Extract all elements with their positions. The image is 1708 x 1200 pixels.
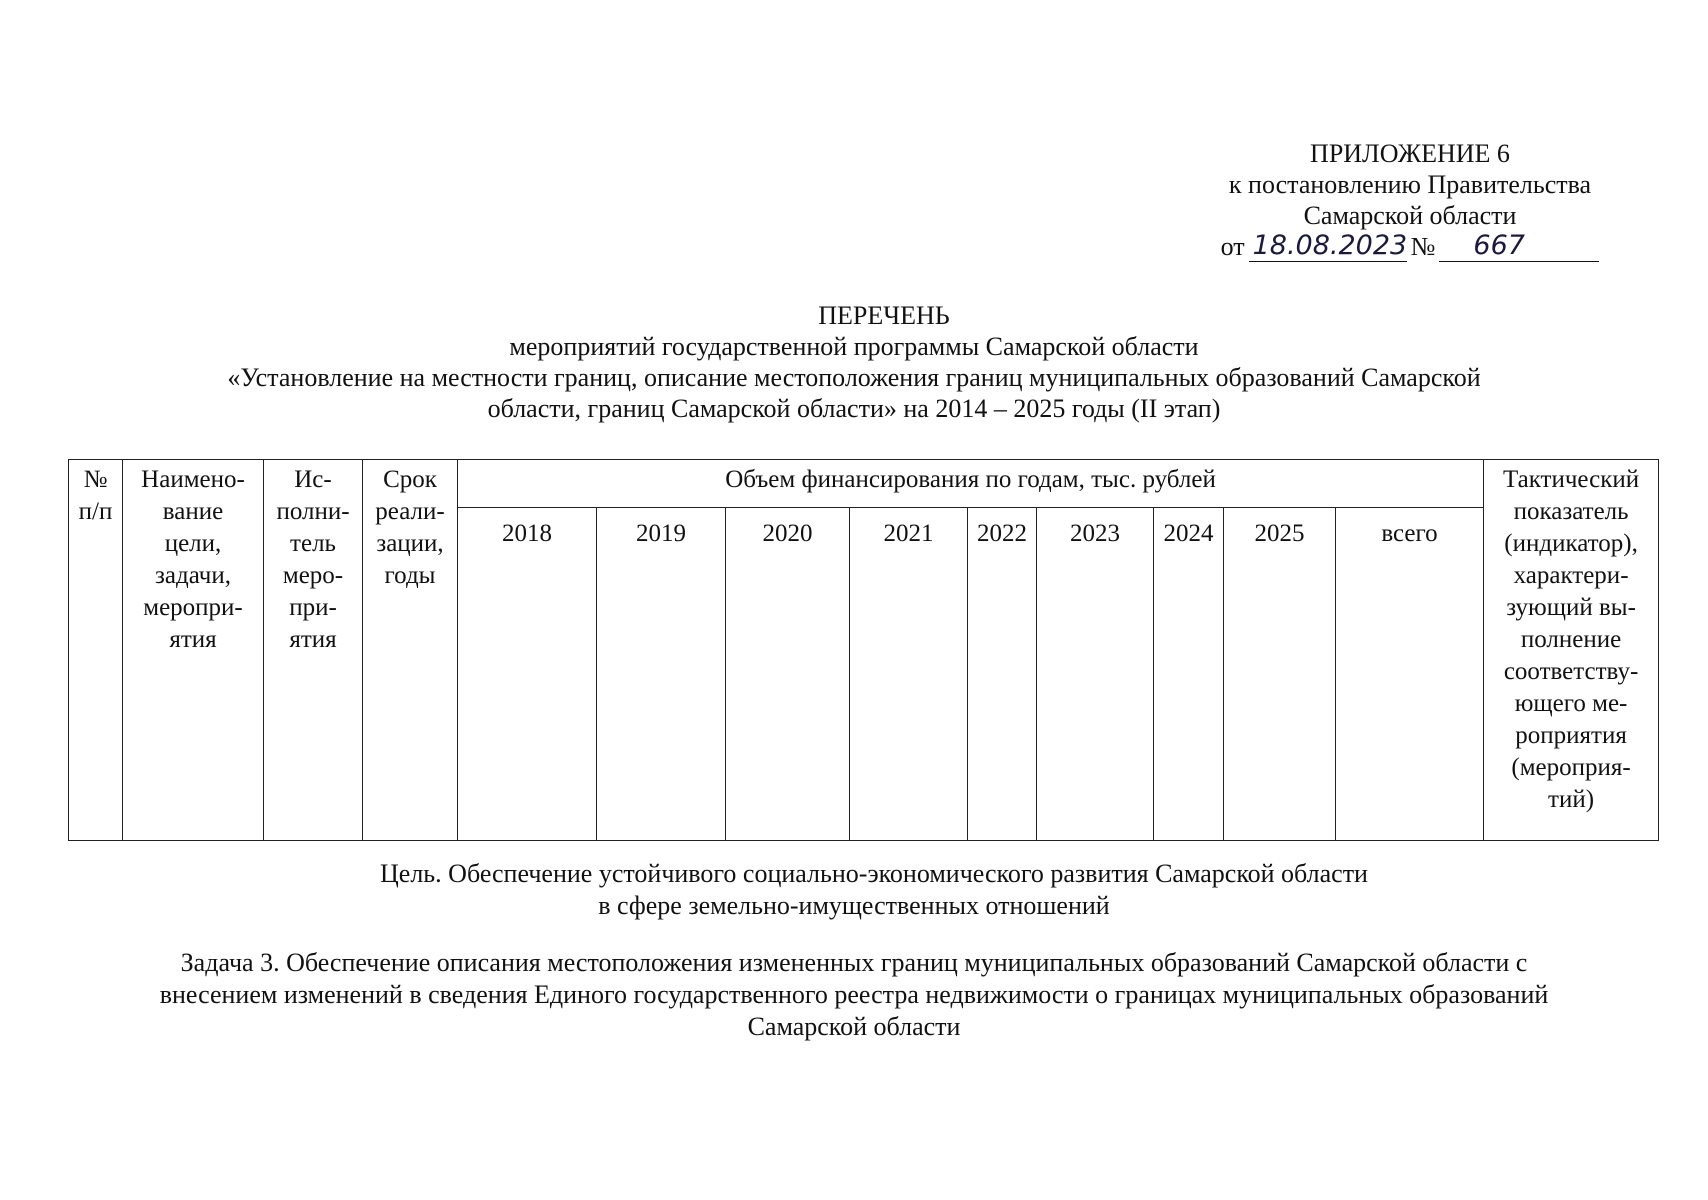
goal-section: [0, 858, 1708, 922]
measures-table: [68, 459, 1659, 841]
handwritten-date: 18.08.2023: [1249, 231, 1407, 262]
appendix-block: [1180, 138, 1640, 262]
header-indicator: Тактический показатель (индикатор), характери- зующий вы- полнение соответству- ющего ме- роприятия (мероприя- тий): [1484, 460, 1659, 841]
header-year-2024: 2024: [1154, 508, 1224, 841]
heading-line-2: «Установление на местности границ, описание местоположения границ муниципальных образований Самарской: [227, 363, 1481, 392]
appendix-date-line: [1221, 231, 1600, 262]
appendix-resolution-line: к постановлению Правительства: [1228, 170, 1592, 199]
handwritten-number: 667: [1439, 231, 1599, 262]
appendix-title: ПРИЛОЖЕНИЕ 6: [1310, 139, 1510, 168]
number-label: №: [1410, 232, 1436, 261]
header-executor: Ис- полни- тель меро- при- ятия: [264, 460, 363, 841]
heading-line-1: мероприятий государственной программы Самарской области: [509, 332, 1199, 361]
header-year-2019: 2019: [597, 508, 726, 841]
task-line-3: Самарской области: [747, 1012, 961, 1041]
header-total: всего: [1336, 508, 1484, 841]
task-line-2: внесением изменений в сведения Единого государственного реестра недвижимости о границах муниципальных образований: [159, 980, 1549, 1009]
task-line-1: Задача 3. Обеспечение описания местоположения измененных границ муниципальных образований Самарской области с: [180, 948, 1528, 977]
header-year-2023: 2023: [1037, 508, 1154, 841]
header-year-2018: 2018: [458, 508, 597, 841]
document-title: ПЕРЕЧЕНЬ: [818, 301, 950, 330]
header-year-2021: 2021: [850, 508, 968, 841]
goal-line-1: Цель. Обеспечение устойчивого социально-экономического развития Самарской области: [380, 859, 1368, 888]
heading-line-3: области, границ Самарской области» на 2014 – 2025 годы (II этап): [487, 394, 1221, 423]
header-year-2022: 2022: [968, 508, 1037, 841]
header-name: Наимено- вание цели, задачи, меропри- ятия: [123, 460, 264, 841]
document-heading: [0, 300, 1708, 424]
task-section: [0, 947, 1708, 1043]
header-year-2020: 2020: [726, 508, 850, 841]
header-term: Срок реали- зации, годы: [363, 460, 458, 841]
header-year-2025: 2025: [1224, 508, 1336, 841]
goal-line-2: в сфере земельно-имущественных отношений: [598, 891, 1110, 920]
appendix-region-line: Самарской области: [1303, 201, 1517, 230]
header-number: № п/п: [69, 460, 123, 841]
from-label: от: [1220, 232, 1245, 261]
header-funding: Объем финансирования по годам, тыс. рублей: [458, 460, 1484, 508]
